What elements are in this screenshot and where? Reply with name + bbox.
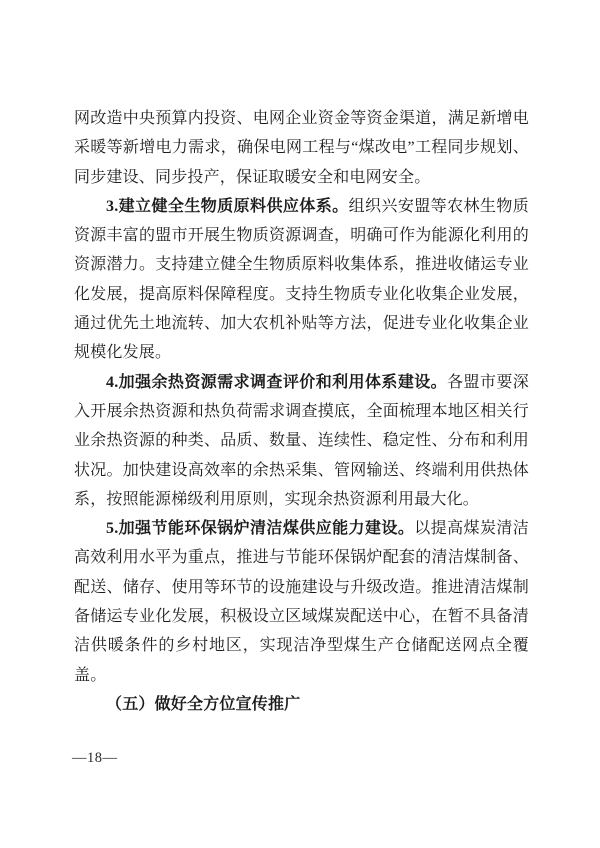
paragraph-item-5	[74, 514, 529, 690]
page-number: —18—	[72, 750, 118, 766]
item-5-text: 以提高煤炭清洁高效利用水平为重点，推进与节能环保锅炉配套的清洁煤制备、配送、储存、使用等环节的设施建设与升级改造。推进清洁煤制备储运专业化发展，积极设立区域煤炭配送中心，在暂不具备清洁供暖条件的乡村地区，实现洁净型煤生产仓储配送网点全覆盖。	[74, 520, 529, 684]
item-4-text: 各盟市要深入开展余热资源和热负荷需求调查摸底，全面梳理本地区相关行业余热资源的种类、品质、数量、连续性、稳定性、分布和利用状况。加快建设高效率的余热采集、管网输送、终端利用供热体系，按照能源梯级利用原则，实现余热资源利用最大化。	[74, 373, 529, 508]
section-heading: （五）做好全方位宣传推广	[106, 695, 301, 713]
item-3-text: 组织兴安盟等农林生物质资源丰富的盟市开展生物质资源调查，明确可作为能源化利用的资源潜力。支持建立健全生物质原料收集体系，推进收储运专业化发展，提高原料保障程度。支持生物质专业化收集企业发展，通过优先土地流转、加大农机补贴等方法，促进专业化收集企业规模化发展。	[74, 197, 530, 362]
item-5-heading: 5.加强节能环保锅炉清洁煤供应能力建设。	[106, 520, 415, 538]
item-4-heading: 4.加强余热资源需求调查评价和利用体系建设。	[106, 373, 448, 391]
paragraph-item-3	[74, 192, 529, 368]
paragraph-continuation: 网改造中央预算内投资、电网企业资金等资金渠道，满足新增电采暖等新增电力需求，确保电网工程与“煤改电”工程同步规划、同步建设、同步投产，保证取暖安全和电网安全。	[74, 110, 529, 186]
paragraph-item-4	[74, 368, 529, 514]
item-3-heading: 3.建立健全生物质原料供应体系。	[106, 197, 349, 215]
document-body	[74, 104, 529, 719]
